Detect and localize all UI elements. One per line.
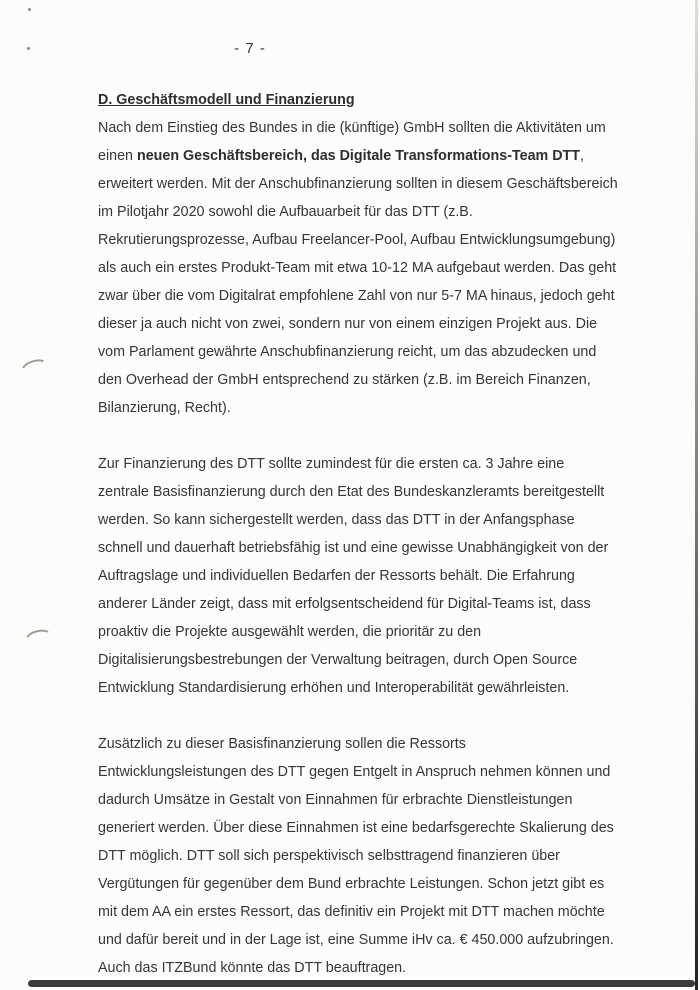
paragraph-1 [98,114,618,422]
document-body [98,86,618,982]
paragraph-text: , erweitert werden. Mit der Anschubfinanzierung sollten in diesem Geschäftsbereich im Pilotjahr 2020 sowohl die Aufbauarbeit für das DTT (z.B. Rekrutierungsprozesse, Aufbau Freelancer-Pool, Aufbau Entwicklungsumgebung) als auch ein erstes Produkt-Team mit etwa 10-12 MA aufgebaut werden. Das geht zwar über die vom Digitalrat empfohlene Zahl von nur 5-7 MA hinaus, jedoch geht dieser ja auch nicht von zwei, sondern nur von einem einzigen Projekt aus. Die vom Parlament gewährte Anschubfinanzierung reicht, um das abzudecken und den Overhead der GmbH entsprechend zu stärken (z.B. im Bereich Finanzen, Bilanzierung, Recht). [98,148,618,416]
scan-artifact-curve [18,356,53,384]
scan-speck [28,8,31,11]
section-heading: D. Geschäftsmodell und Finanzierung [98,92,355,108]
paragraph-bold-text: neuen Geschäftsbereich, das Digitale Transformations-Team DTT [136,148,581,164]
page-number: - 7 - [234,40,266,57]
paragraph-2: Zur Finanzierung des DTT sollte zumindest für die ersten ca. 3 Jahre eine zentrale Basisfinanzierung durch den Etat des Bundeskanzleramts bereitgestellt werden. So kann sichergestellt werden, dass das DTT in der Anfangsphase schnell und dauerhaft betriebsfähig ist und eine gewisse Unabhängigkeit von der Auftragslage und individuellen Bedarfen der Ressorts behält. Die Erfahrung anderer Länder zeigt, dass mit erfolgsentscheidend für Digital-Teams ist, dass proaktiv die Projekte ausgewählt werden, die prioritär zu den Digitalisierungsbestrebungen der Verwaltung beitragen, durch Open Source Entwicklung Standardisierung erhöhen und Interoperabilität gewährleisten. [98,456,609,696]
paragraph-3: Zusätzlich zu dieser Basisfinanzierung sollen die Ressorts Entwicklungsleistungen des DTT gegen Entgelt in Anspruch nehmen können und dadurch Umsätze in Gestalt von Einnahmen für erbrachte Dienstleistungen generiert werden. Über diese Einnahmen ist eine bedarfsgerechte Skalierung des DTT möglich. DTT soll sich perspektivisch selbsttragend finanzieren über Vergütungen für gegenüber dem Bund erbrachte Leistungen. Schon jetzt gibt es mit dem AA ein erstes Ressort, das definitiv ein Projekt mit DTT machen möchte und dafür bereit und in der Lage ist, eine Summe iHv ca. € 450.000 aufzubringen. Auch das ITZBund könnte das DTT beauftragen. [98,736,614,976]
page-edge-shadow-bottom [28,980,695,987]
page-edge-shadow-right [695,0,698,990]
scan-artifact-curve [22,627,56,654]
paragraph-text: Nach dem Einstieg des Bundes in die (künftige) GmbH sollten die Aktivitäten um einen [98,120,606,164]
